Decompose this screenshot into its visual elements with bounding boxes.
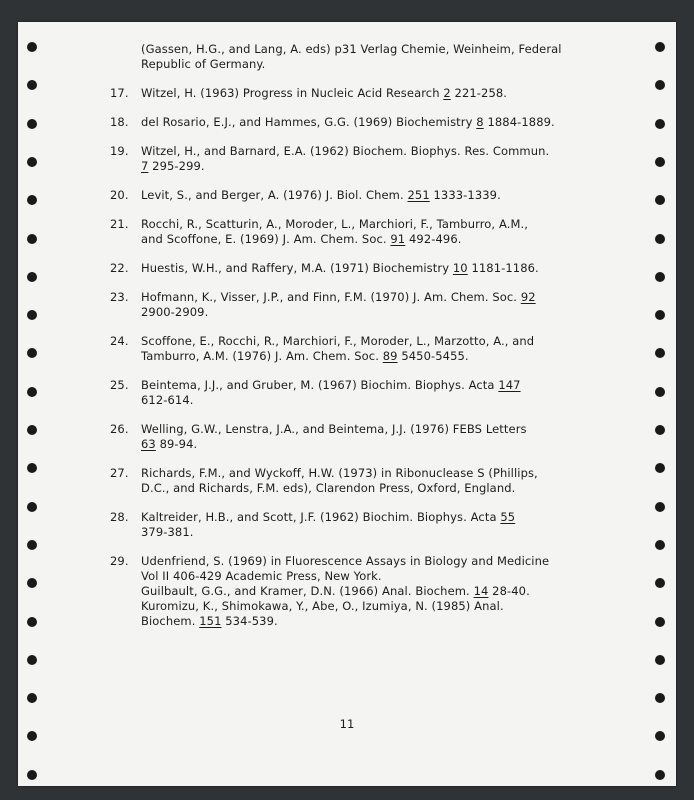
reference-line bbox=[141, 437, 570, 452]
reference-line bbox=[141, 393, 570, 408]
reference-line bbox=[141, 378, 570, 393]
reference-text: Levit, S., and Berger, A. (1976) J. Biol. Chem. bbox=[141, 188, 408, 202]
reference-text: Scoffone, E., Rocchi, R., Marchiori, F., Moroder, L., Marzotto, A., and bbox=[141, 334, 535, 348]
reference-line bbox=[141, 614, 570, 629]
volume-number: 147 bbox=[498, 378, 521, 392]
volume-number: 2 bbox=[443, 86, 451, 100]
volume-number: 7 bbox=[141, 159, 149, 173]
reference-item bbox=[110, 261, 570, 276]
volume-number: 63 bbox=[141, 437, 156, 451]
right-feed-hole bbox=[655, 578, 665, 588]
reference-number: 22. bbox=[110, 261, 129, 275]
reference-number: 26. bbox=[110, 422, 129, 436]
right-feed-hole bbox=[655, 540, 665, 550]
right-feed-hole bbox=[655, 425, 665, 435]
reference-text: Biochem. bbox=[141, 614, 200, 628]
reference-number: 24. bbox=[110, 334, 129, 348]
reference-text: 612-614. bbox=[141, 393, 194, 407]
right-feed-hole bbox=[655, 655, 665, 665]
left-feed-hole bbox=[27, 502, 37, 512]
left-feed-hole bbox=[27, 425, 37, 435]
reference-text: 5450-5455. bbox=[397, 349, 469, 363]
reference-text: Witzel, H., and Barnard, E.A. (1962) Biochem. Biophys. Res. Commun. bbox=[141, 144, 550, 158]
left-feed-hole bbox=[27, 617, 37, 627]
right-feed-hole bbox=[655, 502, 665, 512]
reference-line bbox=[141, 115, 570, 130]
left-feed-hole bbox=[27, 195, 37, 205]
reference-item bbox=[110, 378, 570, 408]
reference-item bbox=[110, 510, 570, 540]
reference-text: Huestis, W.H., and Raffery, M.A. (1971) Biochemistry bbox=[141, 261, 453, 275]
reference-item bbox=[110, 422, 570, 452]
reference-line bbox=[141, 466, 570, 481]
reference-item bbox=[110, 188, 570, 203]
volume-number: 251 bbox=[407, 188, 430, 202]
reference-text: Udenfriend, S. (1969) in Fluorescence Assays in Biology and Medicine bbox=[141, 554, 550, 568]
left-feed-hole bbox=[27, 348, 37, 358]
left-feed-hole bbox=[27, 310, 37, 320]
reference-number: 17. bbox=[110, 86, 129, 100]
volume-number: 92 bbox=[520, 290, 536, 304]
left-feed-hole bbox=[27, 693, 37, 703]
reference-text: and Scoffone, E. (1969) J. Am. Chem. Soc. bbox=[141, 232, 391, 246]
volume-number: 14 bbox=[473, 584, 489, 598]
left-feed-hole bbox=[27, 119, 37, 129]
right-feed-hole bbox=[655, 157, 665, 167]
reference-line bbox=[141, 290, 570, 305]
left-feed-hole bbox=[27, 387, 37, 397]
reference-text: 1181-1186. bbox=[467, 261, 539, 275]
reference-text: Tamburro, A.M. (1976) J. Am. Chem. Soc. bbox=[141, 349, 383, 363]
volume-number: 8 bbox=[476, 115, 484, 129]
reference-text: 2900-2909. bbox=[141, 305, 209, 319]
reference-text: Kaltreider, H.B., and Scott, J.F. (1962) Biochim. Biophys. Acta bbox=[141, 510, 501, 524]
reference-line bbox=[141, 86, 570, 101]
reference-text: D.C., and Richards, F.M. eds), Clarendon Press, Oxford, England. bbox=[141, 481, 516, 495]
right-feed-hole bbox=[655, 693, 665, 703]
reference-line bbox=[141, 305, 570, 320]
continued-reference bbox=[110, 42, 570, 72]
reference-text: Guilbault, G.G., and Kramer, D.N. (1966) Anal. Biochem. bbox=[141, 584, 474, 598]
reference-line bbox=[141, 261, 570, 276]
right-feed-hole bbox=[655, 731, 665, 741]
left-feed-hole bbox=[27, 770, 37, 780]
right-feed-hole bbox=[655, 387, 665, 397]
reference-item bbox=[110, 290, 570, 320]
reference-line bbox=[141, 144, 570, 159]
document-page bbox=[18, 22, 676, 786]
page-number: 11 bbox=[339, 717, 355, 731]
right-tractor-holes bbox=[655, 22, 667, 786]
references bbox=[110, 86, 570, 629]
reference-number: 23. bbox=[110, 290, 129, 304]
continued-line: Republic of Germany. bbox=[141, 57, 266, 71]
reference-text: Witzel, H. (1963) Progress in Nucleic Acid Research bbox=[141, 86, 444, 100]
reference-line bbox=[141, 510, 570, 525]
reference-text: Richards, F.M., and Wyckoff, H.W. (1973) in Ribonuclease S (Phillips, bbox=[141, 466, 538, 480]
reference-number: 25. bbox=[110, 378, 129, 392]
reference-item bbox=[110, 86, 570, 101]
right-feed-hole bbox=[655, 463, 665, 473]
reference-number: 19. bbox=[110, 144, 129, 158]
reference-text: 1333-1339. bbox=[429, 188, 501, 202]
reference-item bbox=[110, 217, 570, 247]
left-feed-hole bbox=[27, 272, 37, 282]
right-feed-hole bbox=[655, 42, 665, 52]
reference-line bbox=[141, 188, 570, 203]
left-tractor-holes bbox=[27, 22, 39, 786]
reference-number: 18. bbox=[110, 115, 129, 129]
reference-text: 89-94. bbox=[155, 437, 198, 451]
right-feed-hole bbox=[655, 80, 665, 90]
reference-text: 1884-1889. bbox=[483, 115, 555, 129]
reference-text: 492-496. bbox=[405, 232, 462, 246]
left-feed-hole bbox=[27, 80, 37, 90]
reference-text: Welling, G.W., Lenstra, J.A., and Beintema, J.J. (1976) FEBS Letters bbox=[141, 422, 527, 436]
reference-text: 28-40. bbox=[488, 584, 530, 598]
reference-item bbox=[110, 144, 570, 174]
reference-item bbox=[110, 466, 570, 496]
left-feed-hole bbox=[27, 540, 37, 550]
reference-item bbox=[110, 334, 570, 364]
reference-number: 28. bbox=[110, 510, 129, 524]
left-feed-hole bbox=[27, 463, 37, 473]
reference-line bbox=[141, 569, 570, 584]
reference-number: 27. bbox=[110, 466, 129, 480]
reference-line bbox=[141, 584, 570, 599]
reference-text: Beintema, J.J., and Gruber, M. (1967) Biochim. Biophys. Acta bbox=[141, 378, 499, 392]
reference-text: Rocchi, R., Scatturin, A., Moroder, L., Marchiori, F., Tamburro, A.M., bbox=[141, 217, 528, 231]
reference-line bbox=[141, 422, 570, 437]
right-feed-hole bbox=[655, 119, 665, 129]
reference-item bbox=[110, 115, 570, 130]
reference-list bbox=[110, 42, 570, 629]
continued-line: (Gassen, H.G., and Lang, A. eds) p31 Verlag Chemie, Weinheim, Federal bbox=[141, 42, 562, 56]
reference-line bbox=[141, 554, 570, 569]
reference-text: Kuromizu, K., Shimokawa, Y., Abe, O., Izumiya, N. (1985) Anal. bbox=[141, 599, 504, 613]
reference-line bbox=[141, 232, 570, 247]
right-feed-hole bbox=[655, 617, 665, 627]
left-feed-hole bbox=[27, 234, 37, 244]
volume-number: 151 bbox=[199, 614, 222, 628]
left-feed-hole bbox=[27, 157, 37, 167]
volume-number: 10 bbox=[452, 261, 468, 275]
right-feed-hole bbox=[655, 272, 665, 282]
left-feed-hole bbox=[27, 578, 37, 588]
reference-line bbox=[141, 481, 570, 496]
right-feed-hole bbox=[655, 310, 665, 320]
volume-number: 55 bbox=[500, 510, 516, 524]
reference-text: 379-381. bbox=[141, 525, 194, 539]
reference-number: 21. bbox=[110, 217, 129, 231]
reference-number: 20. bbox=[110, 188, 129, 202]
right-feed-hole bbox=[655, 195, 665, 205]
reference-text: del Rosario, E.J., and Hammes, G.G. (1969) Biochemistry bbox=[141, 115, 477, 129]
reference-text: 221-258. bbox=[450, 86, 508, 100]
reference-number: 29. bbox=[110, 554, 129, 568]
reference-line bbox=[141, 525, 570, 540]
reference-item bbox=[110, 554, 570, 629]
volume-number: 89 bbox=[382, 349, 398, 363]
reference-line bbox=[141, 349, 570, 364]
left-feed-hole bbox=[27, 655, 37, 665]
reference-text: Hofmann, K., Visser, J.P., and Finn, F.M. (1970) J. Am. Chem. Soc. bbox=[141, 290, 521, 304]
reference-line bbox=[141, 217, 570, 232]
reference-text: 295-299. bbox=[148, 159, 205, 173]
right-feed-hole bbox=[655, 770, 665, 780]
right-feed-hole bbox=[655, 348, 665, 358]
reference-line bbox=[141, 334, 570, 349]
reference-text: 534-539. bbox=[221, 614, 278, 628]
reference-line bbox=[141, 599, 570, 614]
right-feed-hole bbox=[655, 234, 665, 244]
reference-line bbox=[141, 159, 570, 174]
reference-text: Vol II 406-429 Academic Press, New York. bbox=[141, 569, 382, 583]
left-feed-hole bbox=[27, 42, 37, 52]
volume-number: 91 bbox=[390, 232, 406, 246]
left-feed-hole bbox=[27, 731, 37, 741]
